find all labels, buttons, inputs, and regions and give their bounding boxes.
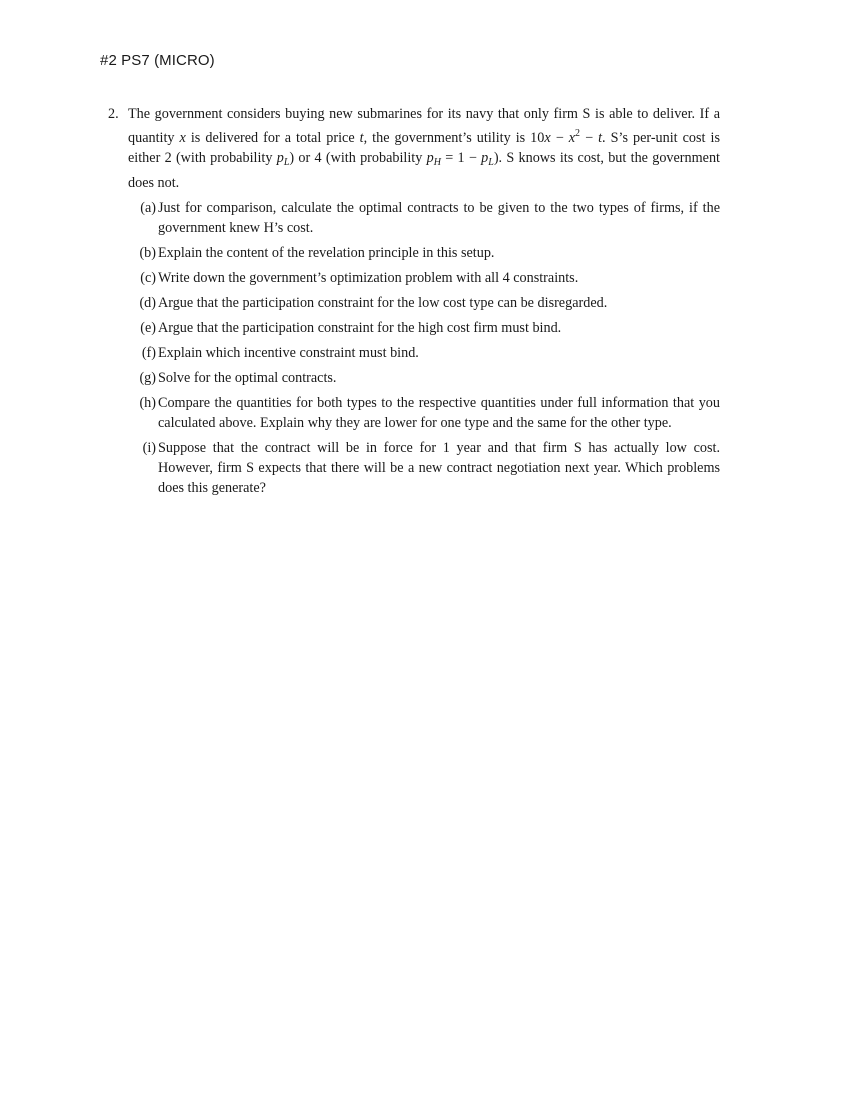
part-text: Explain the content of the revelation principle in this setup. <box>158 245 495 261</box>
exponent-2: 2 <box>575 128 581 139</box>
var-t: t <box>598 130 603 146</box>
problem-part-g <box>108 368 720 388</box>
part-label: (b) <box>139 245 156 261</box>
var-t: t <box>359 130 364 146</box>
var-p-h: p <box>426 150 434 166</box>
problem-intro <box>108 104 720 193</box>
part-label: (e) <box>140 320 156 336</box>
problem-number: 2. <box>108 106 119 122</box>
part-text: Argue that the participation constraint for the high cost firm must bind. <box>158 320 562 336</box>
problem-2 <box>108 104 720 503</box>
problem-parts-list <box>108 198 720 498</box>
part-text: Just for comparison, calculate the optimal contracts to be given to the two types of firms, if the government knew H’s cost. <box>158 200 720 236</box>
intro-text-7: ) or 4 (with probability <box>289 150 427 166</box>
part-text: Suppose that the contract will be in force for 1 year and that firm S has actually low cost. However, firm S expects that there will be a new contract negotiation next year. Which problems does this generate? <box>158 440 720 496</box>
intro-text-1: The government considers buying new submarines for its navy that only firm S is able to deliver. If a quantity <box>128 106 720 146</box>
part-label: (f) <box>141 345 156 361</box>
intro-text-6: . S’s per-unit cost is either 2 (with probability <box>128 130 720 166</box>
part-label: (h) <box>139 395 156 411</box>
intro-text-9: ). S knows its cost, but the government does not. <box>128 150 720 191</box>
part-label: (i) <box>142 440 156 456</box>
var-x: x <box>544 130 551 146</box>
part-label: (c) <box>140 270 156 286</box>
subscript-l: L <box>283 157 290 168</box>
problem-part-b <box>108 243 720 263</box>
problem-part-h <box>108 393 720 433</box>
var-x: x <box>568 130 576 146</box>
part-text: Explain which incentive constraint must bind. <box>158 345 419 361</box>
intro-text-4: − <box>550 130 569 146</box>
problem-part-f <box>108 343 720 363</box>
problem-part-i <box>108 438 720 498</box>
page-header-title: #2 PS7 (MICRO) <box>100 52 215 69</box>
part-text: Write down the government’s optimization problem with all 4 constraints. <box>158 270 579 286</box>
problem-part-c <box>108 268 720 288</box>
intro-text-5: − <box>580 130 599 146</box>
problem-part-a <box>108 198 720 238</box>
subscript-h: H <box>433 157 441 168</box>
intro-text-8: = 1 − <box>440 150 482 166</box>
var-x: x <box>179 130 186 146</box>
part-text: Compare the quantities for both types to the respective quantities under full information that you calculated above. Explain why they are lower for one type and the same for the other type. <box>158 395 720 431</box>
part-text: Argue that the participation constraint for the low cost type can be disregarded. <box>158 295 608 311</box>
part-text: Solve for the optimal contracts. <box>158 370 337 386</box>
var-p-l: p <box>276 150 284 166</box>
var-p-l: p <box>481 150 489 166</box>
intro-text-3: , the government’s utility is 10 <box>363 130 545 146</box>
subscript-l: L <box>488 157 494 168</box>
part-label: (g) <box>139 370 156 386</box>
part-label: (d) <box>139 295 156 311</box>
problem-part-e <box>108 318 720 338</box>
problem-part-d <box>108 293 720 313</box>
part-label: (a) <box>140 200 156 216</box>
intro-text-2: is delivered for a total price <box>185 130 360 146</box>
